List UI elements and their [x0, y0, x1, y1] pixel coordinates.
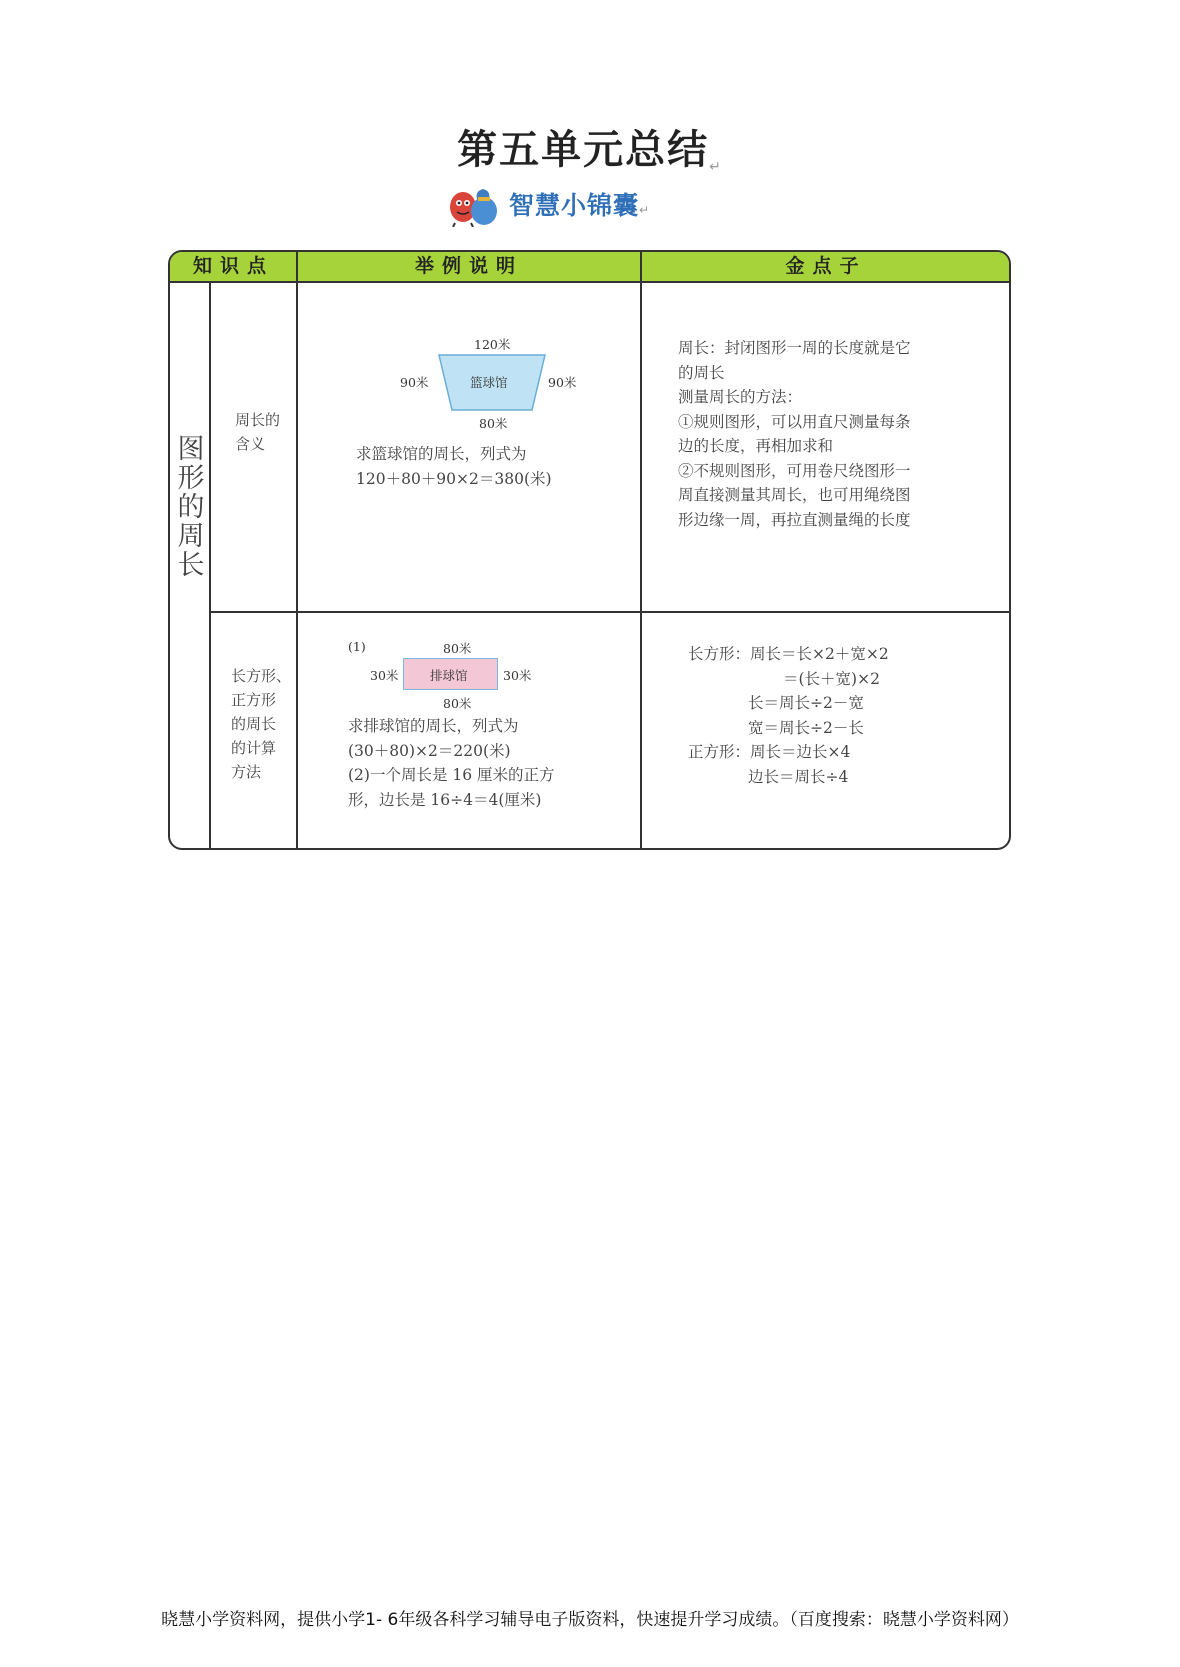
trapezoid-figure: [402, 335, 582, 435]
row2-tip-line: 长方形：周长＝长×2＋宽×2: [688, 645, 889, 663]
figure-index: (1): [348, 639, 366, 654]
trapezoid-right-label: 90米: [548, 375, 577, 390]
trapezoid-left-label: 90米: [400, 375, 429, 390]
row1-example: [356, 442, 552, 491]
row2-label-line: 的计算: [231, 739, 277, 757]
row2-tips: [688, 642, 889, 789]
topic-char: 周: [177, 521, 205, 552]
topic-char: 长: [177, 550, 205, 581]
row2-label-line: 方法: [231, 763, 262, 781]
return-mark: ↵: [639, 203, 651, 217]
row1-tips: [678, 336, 911, 532]
topic-char: 形: [177, 463, 205, 494]
row2-tip-line: 边长＝周长÷4: [748, 767, 849, 786]
row2-example-line: 形，边长是 16÷4＝4(厘米): [348, 790, 542, 809]
rectangle-figure: [348, 639, 548, 719]
row1-example-line: 求篮球馆的周长，列式为: [356, 445, 527, 463]
rect-bottom-label: 80米: [443, 696, 472, 711]
rect-left-label: 30米: [370, 668, 399, 683]
header-knowledge-point: 知识点: [192, 255, 274, 277]
row2-example-line: (2)一个周长是 16 厘米的正方: [348, 766, 555, 784]
row1-label-line: 含义: [235, 435, 266, 453]
topic-char: 的: [177, 492, 205, 523]
page-title: [0, 118, 1180, 175]
header-example: 举例说明: [414, 255, 523, 277]
row1-tip-line: 的周长: [678, 363, 725, 382]
footer-note: 晓慧小学资料网，提供小学1- 6年级各科学习辅导电子版资料，快速提升学习成绩。（百度搜索：晓慧小学资料网）: [161, 1610, 1019, 1630]
rect-right-label: 30米: [503, 668, 532, 683]
row1-tip-line: 周长：封闭图形一周的长度就是它: [678, 339, 911, 357]
row1-tip-line: 周直接测量其周长，也可用绳绕图: [678, 486, 911, 504]
row2-tip-line: 长＝周长÷2－宽: [748, 694, 864, 712]
row1-label-line: 周长的: [235, 411, 281, 429]
trapezoid-bottom-label: 80米: [479, 416, 508, 431]
row1-tip-line: 边的长度，再相加求和: [678, 437, 834, 455]
page-title-text: 第五单元总结: [457, 127, 710, 173]
row2-tip-line: 正方形：周长＝边长×4: [688, 743, 851, 761]
row1-tip-line: 测量周长的方法：: [678, 388, 803, 406]
row2-example: [348, 714, 555, 812]
rect-top-label: 80米: [443, 641, 472, 656]
summary-table: [168, 250, 1011, 850]
mascot-bag-icon: [447, 181, 503, 227]
row2-example-line: (30＋80)×2＝220(米): [348, 741, 511, 760]
trapezoid-shape-label: 篮球馆: [470, 375, 508, 390]
topic-title: [172, 435, 210, 580]
row1-label: [235, 408, 280, 456]
row2-label: [231, 664, 291, 784]
divider-col1: [296, 252, 298, 850]
row1-tip-line: 形边缘一周，再拉直测量绳的长度: [678, 510, 911, 529]
trapezoid-top-label: 120米: [474, 337, 511, 352]
row2-label-line: 长方形、: [231, 667, 292, 685]
row1-tip-line: ②不规则图形，可用卷尺绕图形一: [678, 461, 911, 480]
topic-char: 图: [177, 434, 205, 465]
divider-row: [209, 611, 1011, 613]
subtitle-text: 智慧小锦囊: [509, 191, 640, 220]
header-tips: 金点子: [785, 255, 867, 277]
row2-tip-line: ＝(长＋宽)×2: [783, 669, 880, 688]
return-mark: ↵: [709, 159, 723, 175]
row2-tip-line: 宽＝周长÷2－长: [748, 718, 864, 737]
row1-tip-line: ①规则图形，可以用直尺测量每条: [678, 412, 911, 431]
rect-shape-label: 排球馆: [430, 668, 468, 683]
subtitle-banner: [447, 181, 650, 227]
row2-label-line: 的周长: [231, 715, 277, 733]
row2-label-line: 正方形: [231, 691, 277, 709]
divider-col2: [640, 252, 642, 850]
row2-example-line: 求排球馆的周长，列式为: [348, 717, 519, 735]
row1-example-line: 120＋80＋90×2＝380(米): [356, 469, 552, 488]
